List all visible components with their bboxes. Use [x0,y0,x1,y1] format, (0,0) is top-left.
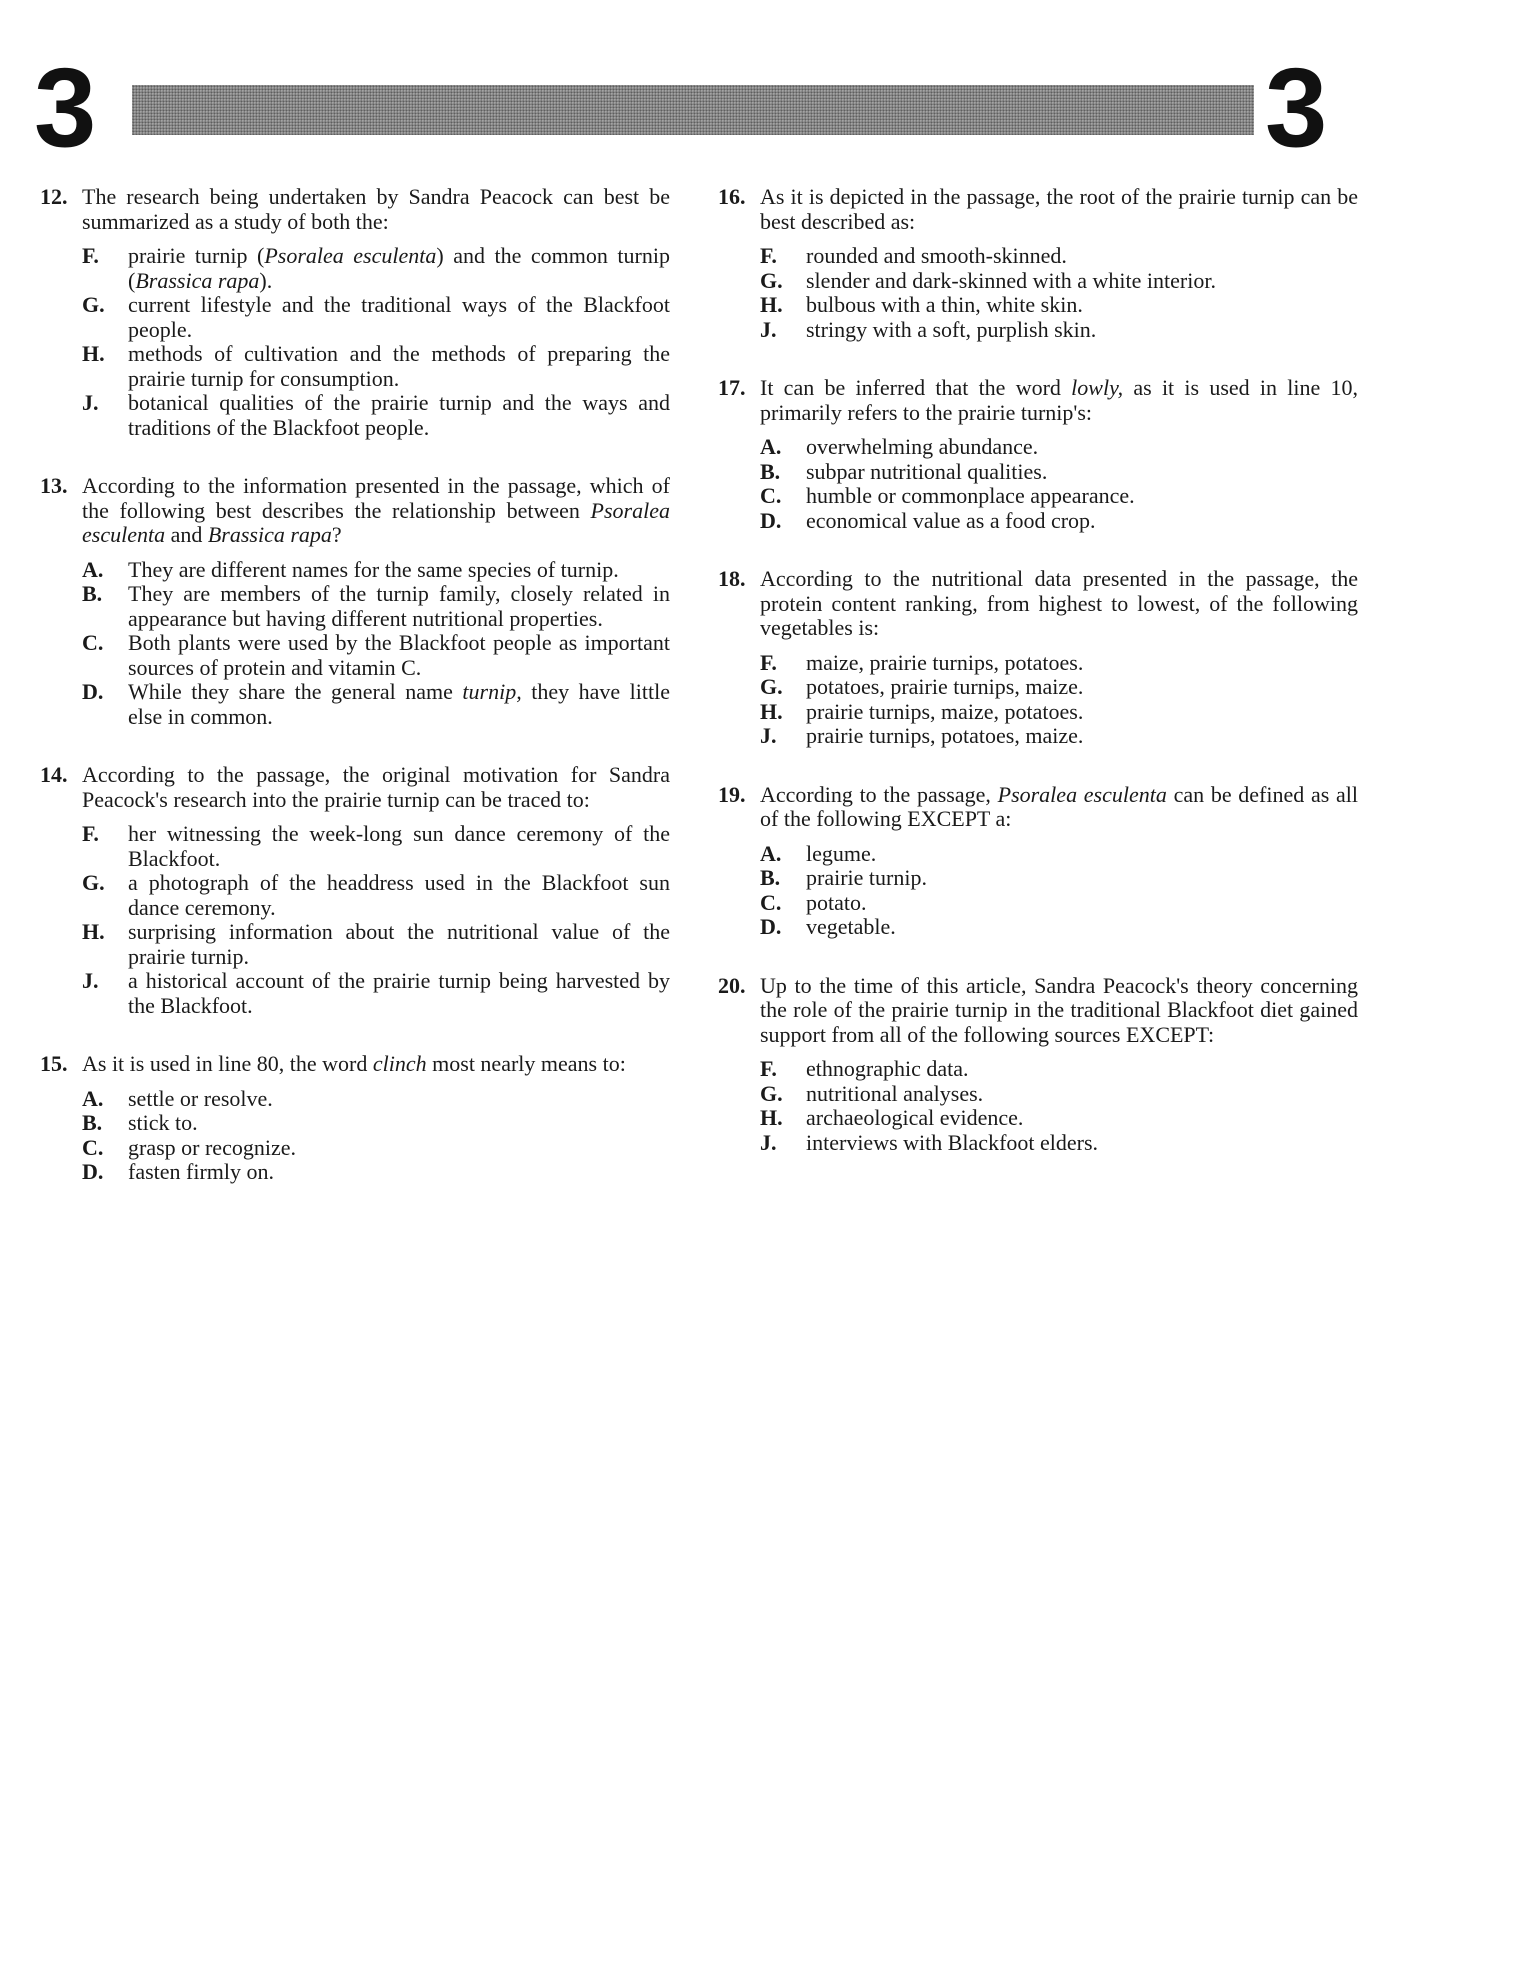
question-stem [718,783,1358,832]
question-14 [40,763,670,1018]
option-letter: H. [82,919,105,944]
answer-option[interactable] [760,915,1358,940]
answer-option[interactable] [760,1057,1358,1082]
option-text: prairie turnip (Psoralea esculenta) and the common turnip (Brassica rapa). [128,243,670,293]
option-letter: F. [760,649,777,675]
option-text: prairie turnip. [806,865,927,890]
answer-option[interactable] [82,631,670,680]
answer-options [40,1087,670,1185]
option-text: While they share the general name turnip, they have little else in common. [128,679,670,729]
option-letter: A. [82,1085,104,1111]
option-text: methods of cultivation and the methods of preparing the prairie turnip for consumption. [128,341,670,391]
question-17 [718,376,1358,533]
option-letter: G. [760,1080,783,1106]
answer-option[interactable] [82,1160,670,1185]
option-letter: F. [82,821,99,846]
option-text: her witnessing the week-long sun dance ceremony of the Blackfoot. [128,821,670,871]
answer-option[interactable] [760,293,1358,318]
question-stem [718,185,1358,234]
answer-option[interactable] [82,680,670,729]
option-letter: J. [82,390,99,415]
question-stem [40,474,670,548]
answer-option[interactable] [760,651,1358,676]
answer-option[interactable] [82,391,670,440]
option-letter: C. [760,889,782,915]
option-text: economical value as a food crop. [806,507,1096,533]
option-text: overwhelming abundance. [806,434,1039,459]
answer-options [718,1057,1358,1155]
section-header-bar [132,85,1254,135]
question-stem [718,567,1358,641]
answer-option[interactable] [760,244,1358,269]
option-text: potato. [806,889,867,915]
answer-options [40,244,670,440]
question-text: As it is depicted in the passage, the root of the prairie turnip can be best described as: [760,184,1358,234]
option-text: slender and dark-skinned with a white interior. [806,267,1216,293]
option-text: vegetable. [806,914,896,939]
option-letter: D. [82,679,104,704]
option-text: a photograph of the headdress used in the Blackfoot sun dance ceremony. [128,870,670,920]
answer-option[interactable] [82,1087,670,1112]
option-letter: B. [82,1110,103,1135]
question-stem [40,185,670,234]
option-letter: G. [82,292,105,317]
answer-option[interactable] [760,1106,1358,1131]
question-15 [40,1052,670,1185]
question-number: 16. [718,184,746,209]
option-letter: C. [82,1134,104,1160]
answer-option[interactable] [760,700,1358,725]
answer-option[interactable] [82,822,670,871]
answer-option[interactable] [82,582,670,631]
option-text: prairie turnips, potatoes, maize. [806,723,1084,748]
answer-option[interactable] [760,675,1358,700]
question-stem [718,376,1358,425]
answer-option[interactable] [82,1111,670,1136]
answer-option[interactable] [82,920,670,969]
answer-option[interactable] [760,269,1358,294]
question-18 [718,567,1358,749]
question-text: According to the information presented in the passage, which of the following best describes the relationship between Psoralea esculenta and Brassica rapa? [82,473,670,547]
option-letter: H. [82,341,105,366]
option-text: They are members of the turnip family, closely related in appearance but having different nutritional properties. [128,581,670,631]
option-text: settle or resolve. [128,1085,273,1111]
question-text: Up to the time of this article, Sandra Peacock's theory concerning the role of the prairie turnip in the traditional Blackfoot diet gained support from all of the following sources EXCEPT: [760,972,1358,1047]
option-letter: C. [82,630,104,655]
question-stem [40,1052,670,1077]
option-text: fasten firmly on. [128,1159,275,1184]
option-text: stick to. [128,1110,198,1135]
question-number: 19. [718,781,746,807]
question-number: 17. [718,375,746,400]
option-letter: F. [82,243,99,268]
option-text: They are different names for the same species of turnip. [128,556,619,582]
option-text: potatoes, prairie turnips, maize. [806,674,1084,699]
answer-option[interactable] [760,509,1358,534]
answer-option[interactable] [760,891,1358,916]
question-number: 18. [718,566,746,591]
option-letter: A. [760,434,782,459]
question-number: 14. [40,762,68,787]
answer-option[interactable] [760,842,1358,867]
option-letter: F. [760,1056,777,1081]
answer-options [40,822,670,1018]
left-column [40,185,670,1219]
option-text: maize, prairie turnips, potatoes. [806,649,1084,675]
question-text: According to the passage, the original motivation for Sandra Peacock's research into the prairie turnip can be traced to: [82,762,670,812]
option-letter: D. [760,914,782,939]
option-letter: J. [82,968,99,993]
option-text: legume. [806,840,877,866]
option-text: humble or commonplace appearance. [806,483,1135,508]
answer-options [718,435,1358,533]
question-text: It can be inferred that the word lowly, as it is used in line 10, primarily refers to the prairie turnip's: [760,375,1359,425]
question-stem [40,763,670,812]
option-text: surprising information about the nutritional value of the prairie turnip. [128,919,670,969]
answer-option[interactable] [760,460,1358,485]
question-text: The research being undertaken by Sandra Peacock can best be summarized as a study of both the: [82,184,670,234]
answer-options [718,244,1358,342]
option-text: nutritional analyses. [806,1080,984,1106]
option-text: Both plants were used by the Blackfoot people as important sources of protein and vitamin C. [128,630,670,680]
option-letter: C. [760,483,782,508]
question-number: 20. [718,972,746,998]
option-letter: H. [760,292,783,317]
option-text: archaeological evidence. [806,1105,1024,1130]
option-text: subpar nutritional qualities. [806,458,1048,484]
option-letter: A. [82,556,104,582]
question-text: According to the nutritional data presented in the passage, the protein content ranking, from highest to lowest, of the following vegetables is: [760,566,1358,640]
option-letter: F. [760,243,777,268]
answer-option[interactable] [760,724,1358,749]
question-stem [718,974,1358,1048]
option-text: bulbous with a thin, white skin. [806,292,1083,317]
question-16 [718,185,1358,342]
answer-option[interactable] [760,435,1358,460]
option-letter: D. [760,507,782,533]
option-text: grasp or recognize. [128,1134,296,1160]
answer-option[interactable] [760,866,1358,891]
question-text: According to the passage, Psoralea esculenta can be defined as all of the following EXCEPT a: [760,781,1358,831]
section-number-right: 3 [1265,45,1328,170]
option-letter: J. [760,723,777,748]
question-19 [718,783,1358,940]
answer-option[interactable] [82,558,670,583]
answer-option[interactable] [82,969,670,1018]
option-text: rounded and smooth-skinned. [806,243,1067,268]
answer-options [40,558,670,730]
option-letter: B. [760,458,781,484]
option-text: botanical qualities of the prairie turnip and the ways and traditions of the Blackfoot people. [128,390,670,440]
question-number: 15. [40,1051,68,1076]
option-text: stringy with a soft, purplish skin. [806,316,1097,342]
option-letter: G. [760,267,783,293]
option-letter: H. [760,1105,783,1130]
option-letter: B. [760,865,781,890]
question-text: As it is used in line 80, the word clinch most nearly means to: [82,1051,626,1076]
option-text: interviews with Blackfoot elders. [806,1129,1099,1155]
option-letter: A. [760,840,782,866]
answer-option[interactable] [760,318,1358,343]
question-number: 12. [40,184,68,209]
option-letter: J. [760,316,777,342]
option-letter: J. [760,1129,777,1155]
question-20 [718,974,1358,1156]
option-letter: G. [82,870,105,895]
option-letter: H. [760,698,783,724]
option-text: a historical account of the prairie turnip being harvested by the Blackfoot. [128,968,670,1018]
option-letter: D. [82,1159,104,1184]
option-letter: G. [760,674,783,699]
answer-option[interactable] [82,342,670,391]
answer-option[interactable] [82,1136,670,1161]
answer-option[interactable] [82,293,670,342]
option-text: ethnographic data. [806,1056,969,1081]
option-text: current lifestyle and the traditional ways of the Blackfoot people. [128,292,670,342]
question-12 [40,185,670,440]
answer-option[interactable] [760,1082,1358,1107]
question-13 [40,474,670,729]
section-number-left: 3 [34,45,97,170]
answer-option[interactable] [760,1131,1358,1156]
answer-options [718,651,1358,749]
right-column [718,185,1358,1189]
option-text: prairie turnips, maize, potatoes. [806,698,1084,724]
answer-options [718,842,1358,940]
answer-option[interactable] [82,871,670,920]
answer-option[interactable] [760,484,1358,509]
question-number: 13. [40,473,68,498]
option-letter: B. [82,581,103,606]
answer-option[interactable] [82,244,670,293]
